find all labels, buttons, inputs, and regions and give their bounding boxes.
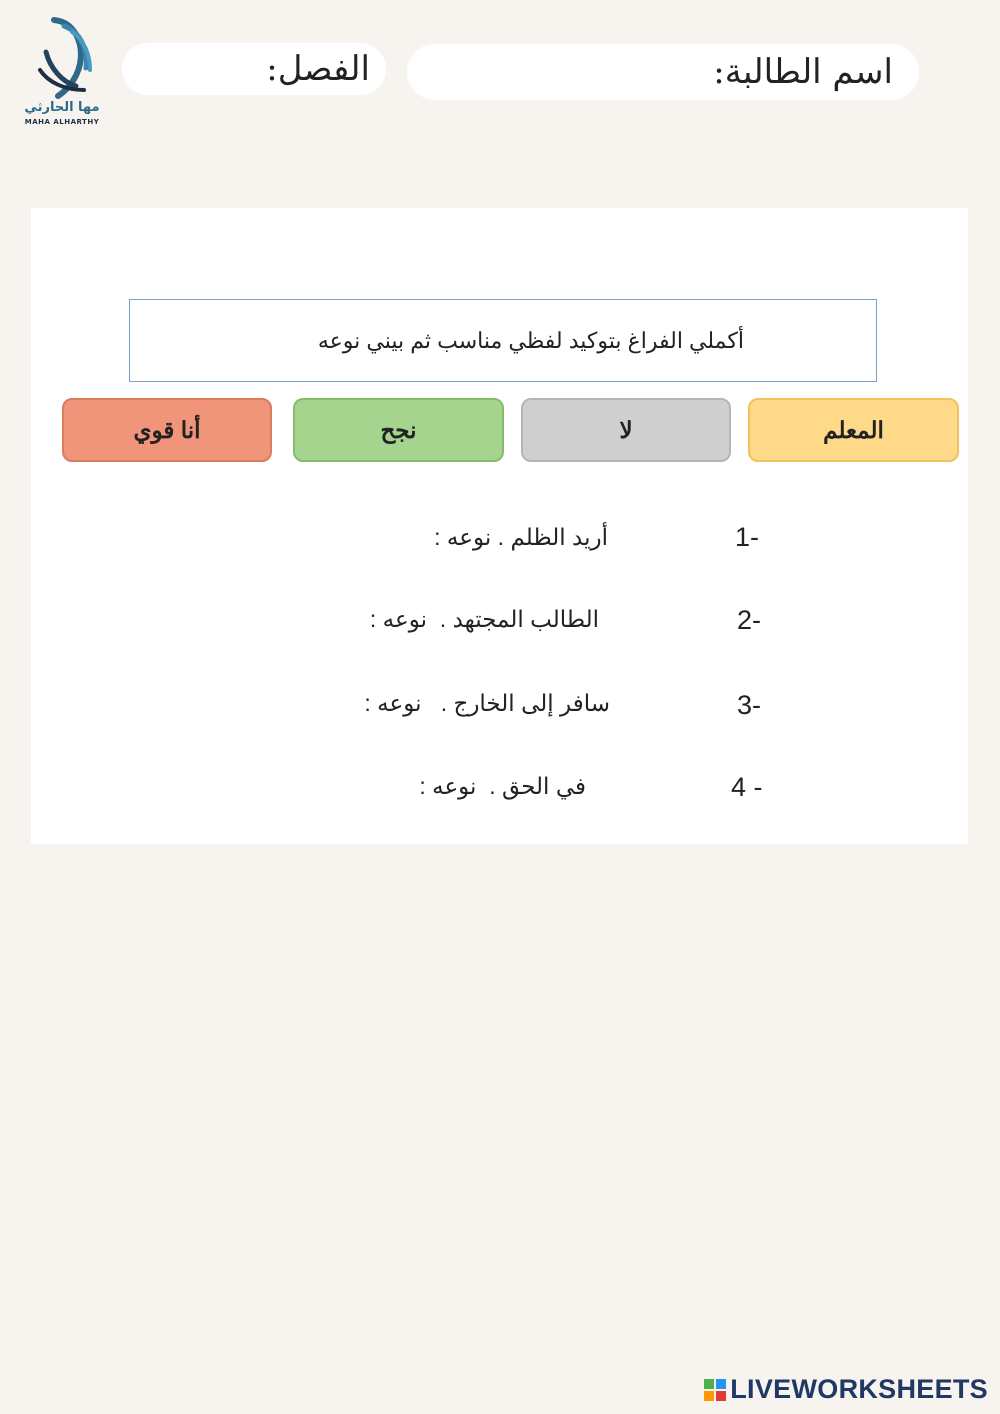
instruction-box — [129, 299, 877, 382]
item-sentence: الطالب المجتهد . نوعه : — [369, 606, 599, 632]
class-label: الفصل: — [266, 49, 370, 89]
student-name-field[interactable] — [407, 44, 919, 100]
word-bank-item[interactable]: نجح — [293, 398, 504, 462]
item-sentence: في الحق . نوعه : — [419, 773, 586, 799]
word-bank-item[interactable]: المعلم — [748, 398, 959, 462]
instruction-text: أكملي الفراغ بتوكيد لفظي مناسب ثم بيني نوعه — [317, 327, 744, 353]
item-number: 3- — [737, 690, 762, 720]
logo-name-english: MAHA ALHARTHY — [24, 118, 100, 126]
student-name-label: اسم الطالبة: — [713, 52, 893, 92]
logo-name-arabic: مها الحارثي — [24, 100, 100, 115]
item-number: 2- — [737, 605, 762, 635]
word-bank-item[interactable]: لا — [521, 398, 731, 462]
item-number: 1- — [735, 522, 760, 552]
item-sentence: أريد الظلم . نوعه : — [434, 524, 608, 550]
liveworksheets-brand — [704, 1374, 988, 1405]
liveworksheets-logo-icon — [704, 1379, 726, 1401]
word-bank-item[interactable]: أنا قوي — [62, 398, 272, 462]
class-field[interactable] — [122, 43, 386, 95]
calligraphy-logo-icon — [14, 12, 110, 100]
item-sentence: سافر إلى الخارج . نوعه : — [364, 690, 610, 716]
author-logo — [14, 12, 110, 132]
liveworksheets-text: LIVEWORKSHEETS — [730, 1374, 988, 1404]
item-number: 4 - — [731, 772, 763, 802]
